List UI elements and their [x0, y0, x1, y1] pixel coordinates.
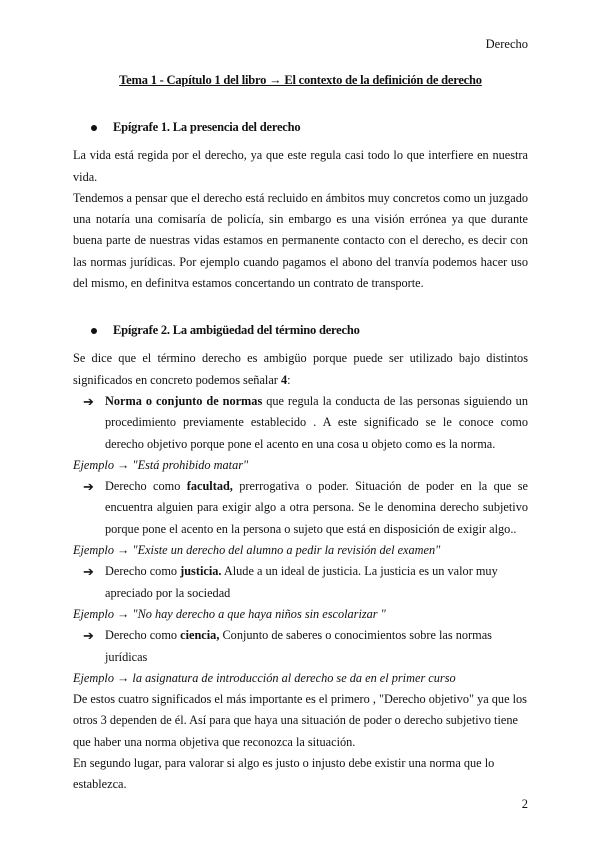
- paragraph: De estos cuatro significados el más importante es el primero , "Derecho objetivo" ya que los otros 3 dependen de él. Así para que haya una situación de poder o derecho subjetivo tiene que haber una norma objetiva que reconozca la situación.: [73, 692, 527, 749]
- page-header: Derecho: [485, 37, 528, 51]
- paragraph: La vida está regida por el derecho, ya que este regula casi todo lo que interfiere en nuestra vida.: [73, 148, 528, 184]
- intro-text-end: :: [287, 372, 291, 387]
- page-title: Tema 1 - Capítulo 1 del libro → El contexto de la definición de derecho: [119, 73, 482, 87]
- example-line: Ejemplo → "Existe un derecho del alumno a pedir la revisión del examen": [73, 543, 441, 558]
- example-line: Ejemplo → la asignatura de introducción al derecho se da en el primer curso: [73, 670, 456, 685]
- list-item-text: Derecho como ciencia, Conjunto de saberes o conocimientos sobre las normas jurídicas: [105, 628, 492, 664]
- arrow-icon: ➔: [83, 479, 94, 495]
- list-item-text: Derecho como justicia. Alude a un ideal de justicia. La justicia es un valor muy apreciado por la sociedad: [105, 564, 498, 600]
- list-item-text: Norma o conjunto de normas que regula la conducta de las personas siguiendo un procedimiento previamente establecido . A este significado se le conoce como derecho objetivo porque pone el acento en una cosa u objeto como es la norma.: [105, 393, 528, 451]
- intro-text: Se dice que el término derecho es ambigüo porque puede ser utilizado bajo distintos significados en concreto podemos señalar: [73, 351, 528, 387]
- intro-count: 4: [280, 372, 288, 387]
- bullet-icon: [91, 328, 97, 334]
- paragraph-intro: [73, 348, 528, 391]
- example-line: Ejemplo → "Está prohibido matar": [73, 457, 249, 472]
- list-item: [83, 391, 528, 455]
- list-item: [83, 561, 528, 604]
- list-item-text: Derecho como facultad, prerrogativa o poder. Situación de poder en la que se encuentra alguien para exigir algo a otra persona. Se le denomina derecho subjetivo porque pone el acento en la persona o sujeto que está en disposición de exigir algo..: [105, 479, 528, 536]
- paragraph: En segundo lugar, para valorar si algo es justo o injusto debe existir una norma que lo establezca.: [73, 756, 495, 792]
- page-number: 2: [521, 797, 528, 811]
- arrow-icon: ➔: [83, 628, 94, 644]
- document-body: [73, 70, 528, 796]
- section-heading-1: [73, 120, 528, 135]
- list-item: [83, 625, 528, 668]
- arrow-icon: ➔: [83, 564, 94, 580]
- example-line: Ejemplo → "No hay derecho a que haya niños sin escolarizar ": [73, 606, 386, 621]
- section-heading-text: Epígrafe 1. La presencia del derecho: [113, 120, 301, 135]
- bullet-icon: [91, 125, 97, 131]
- paragraph: Tendemos a pensar que el derecho está recluido en ámbitos muy concretos como un juzgado una notaría una comisaría de policía, sin embargo es una visión errónea ya que durante buena parte de nuestras vidas estamos en permanente contacto con el derecho, es decir con las normas jurídicas. Por ejemplo cuando pagamos el abono del tranvía podemos hacer uso del mismo, en definitva estamos concertando un contrato de transporte.: [73, 190, 528, 291]
- arrow-icon: ➔: [83, 393, 94, 409]
- section-heading-2: [73, 323, 528, 338]
- list-item: [83, 476, 528, 540]
- section-heading-text: Epígrafe 2. La ambigüedad del término derecho: [113, 323, 360, 338]
